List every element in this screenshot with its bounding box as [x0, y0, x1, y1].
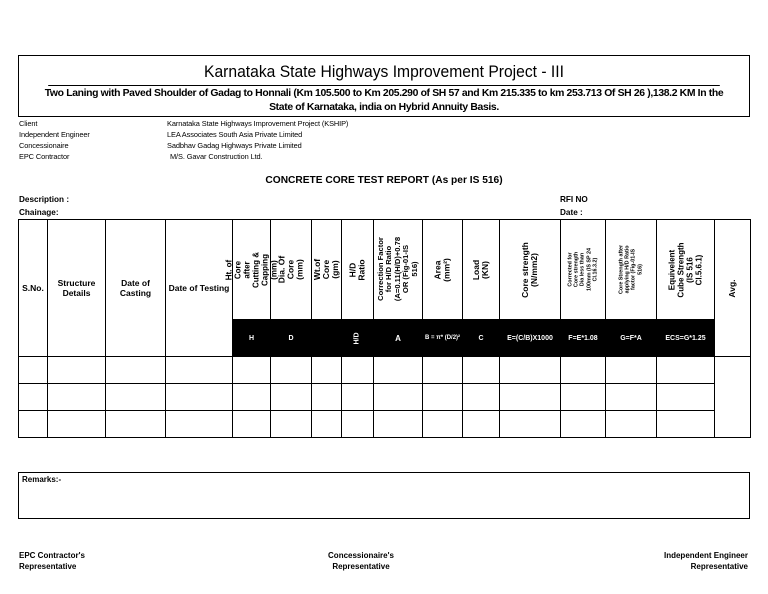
- col-structure: Structure Details: [48, 220, 106, 357]
- info-values: [167, 118, 348, 162]
- col-wt-label: Wt.of Core (gm): [312, 258, 340, 281]
- signature-ie: Independent Engineer Representative: [663, 551, 748, 571]
- col-casting: Date of Casting: [106, 220, 166, 357]
- col-cs-label: Core strength (N/mm2): [520, 241, 539, 298]
- info-label-client: Client: [19, 119, 38, 128]
- col-csa-label: Core Strength after applying H/D Ratio factor (Fig-01-IS 516): [618, 244, 644, 295]
- formula-wt: [312, 320, 342, 357]
- formula-b: B = π* (D/2)²: [423, 320, 463, 357]
- col-ht: [224, 220, 279, 320]
- description-chainage: [19, 193, 69, 219]
- formula-h: H: [233, 320, 271, 357]
- description-label: Description :: [19, 195, 70, 204]
- col-cf: [374, 220, 423, 320]
- core-test-table: [18, 219, 751, 438]
- signature-epc: EPC Contractor's Representative: [19, 551, 85, 571]
- formula-d: D: [271, 320, 312, 357]
- info-value-concessionaire: Sadbhav Gadag Highways Private Limited: [167, 141, 302, 150]
- info-label-epc: EPC Contractor: [19, 152, 70, 161]
- formula-a: A: [374, 320, 423, 357]
- remarks-box: [18, 472, 750, 519]
- col-avg: [715, 220, 751, 357]
- report-title: CONCRETE CORE TEST REPORT (As per IS 516): [265, 175, 503, 186]
- col-ecs: [657, 220, 715, 320]
- formula-hd-label: H/D: [354, 331, 361, 345]
- col-csa: [606, 220, 657, 320]
- col-cs: [500, 220, 561, 320]
- table-row: [19, 411, 751, 438]
- rfi-label: RFI NO: [560, 195, 588, 204]
- col-hd: [342, 220, 374, 320]
- formula-f: F=E*1.08: [561, 320, 606, 357]
- title-block: [18, 55, 750, 117]
- col-area: [423, 220, 463, 320]
- col-dia-label: Dia. Of Core (mm): [276, 255, 305, 284]
- remarks-label: Remarks:-: [22, 475, 62, 484]
- rfi-date: [560, 193, 588, 219]
- signature-concessionaire: Concessionaire's Representative: [328, 551, 394, 571]
- col-ecs-label: Equivelent Cube Strength (IS 516 Cl.5.6.1): [667, 241, 704, 298]
- col-sno: S.No.: [19, 220, 48, 357]
- formula-g: G=F*A: [606, 320, 657, 357]
- col-ht-label: Ht. of Core after Cutting & Capping (mm): [224, 251, 279, 288]
- info-label-ie: Independent Engineer: [19, 130, 90, 139]
- formula-c: C: [463, 320, 500, 357]
- table-row: [19, 384, 751, 411]
- info-labels: [19, 118, 90, 162]
- info-value-epc: M/S. Gavar Construction Ltd.: [170, 152, 263, 161]
- col-hd-label: H/D Ratio: [347, 258, 367, 281]
- project-subtitle: Two Laning with Paved Shoulder of Gadag to Honnali (Km 105.500 to Km 205.290 of SH 57 and Km 215.335 to km 253.713 Of SH 26 ),138.2 KM In the State of Karnataka, india on Hybrid Annuity Basis.: [44, 88, 724, 113]
- project-title: Karnataka State Highways Improvement Project - III: [48, 58, 720, 86]
- chainage-label: Chainage:: [19, 208, 59, 217]
- col-wt: [312, 220, 342, 320]
- info-label-concessionaire: Concessionaire: [19, 141, 69, 150]
- table-row: [19, 357, 751, 384]
- col-corr: [561, 220, 606, 320]
- col-load-label: Load (KN): [471, 259, 490, 280]
- col-area-label: Area (mm²): [432, 257, 452, 282]
- date-label: Date :: [560, 208, 583, 217]
- formula-hd: [342, 320, 374, 357]
- col-load: [463, 220, 500, 320]
- col-dia: [271, 220, 312, 320]
- formula-e: E=(C/B)X1000: [500, 320, 561, 357]
- col-avg-label: Avg.: [727, 278, 737, 298]
- col-testing: Date of Testing: [166, 220, 233, 357]
- info-value-ie: LEA Associates South Asia Private Limited: [167, 130, 303, 139]
- header-row: [19, 220, 751, 320]
- info-value-client: Karnataka State Highways Improvement Project (KSHIP): [167, 119, 349, 128]
- formula-ecs: ECS=G*1.25: [657, 320, 715, 357]
- col-corr-label: Corrected for Core strength Dia less than 100mm (IS SP 24 Cl.16.3.2): [567, 247, 599, 292]
- col-cf-label: Correction Factor for H/D Ratio (A=0.11(H/D)+0.78 OR (Fig-01-IS 516): [375, 237, 419, 302]
